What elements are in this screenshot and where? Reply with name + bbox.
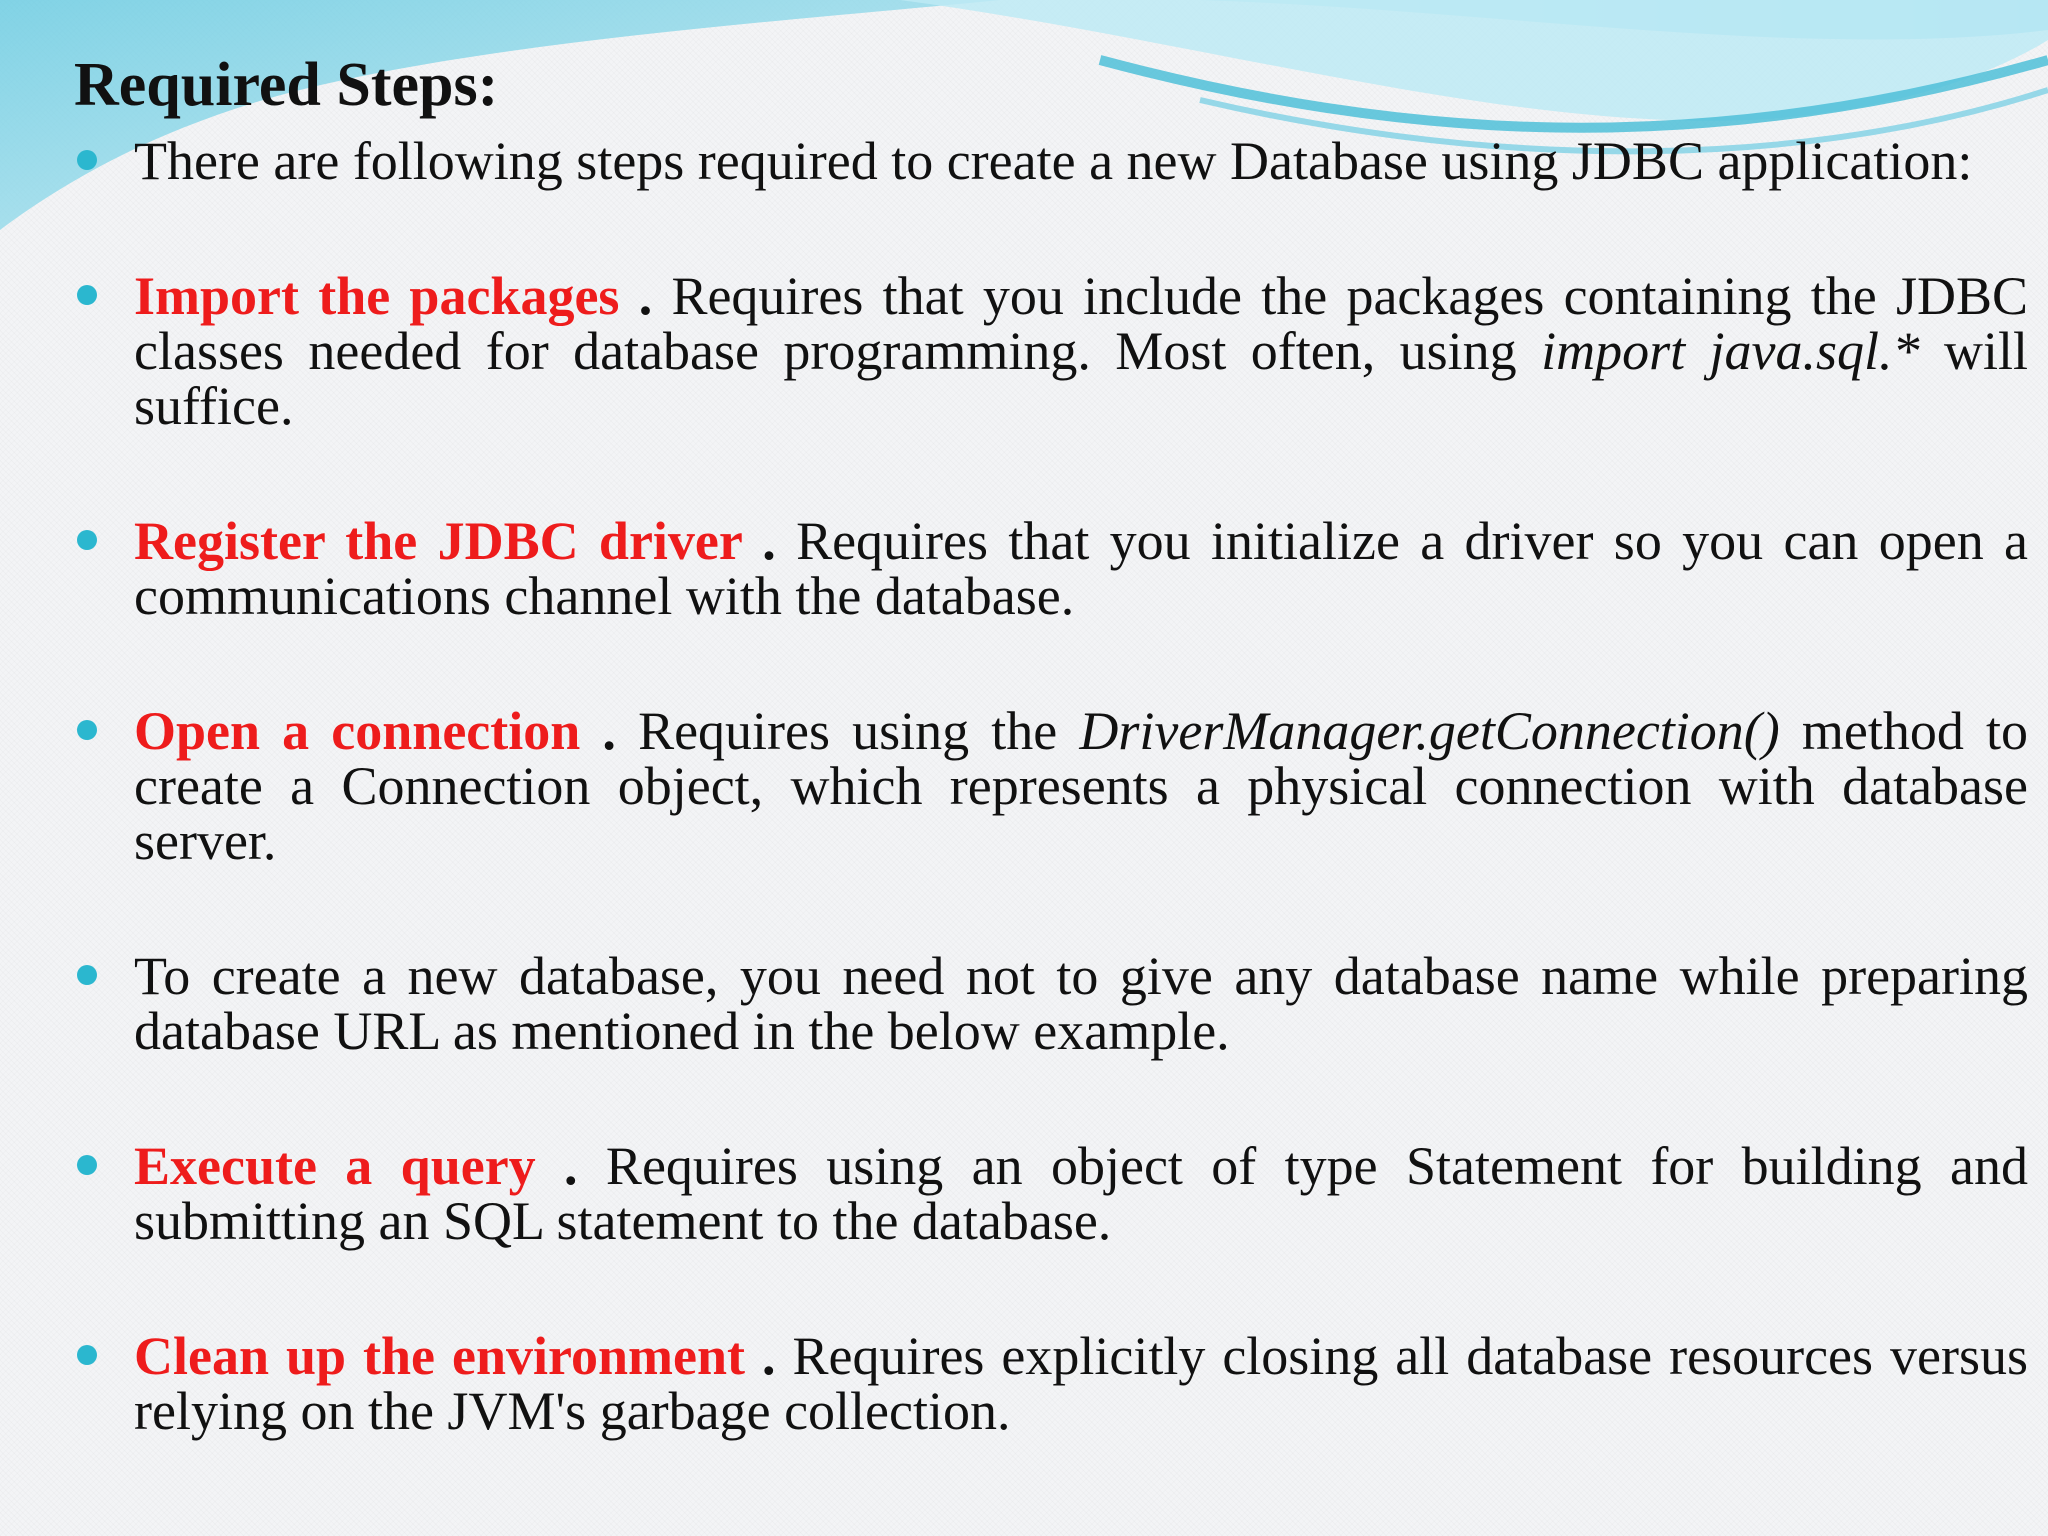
bullet-dot-icon <box>77 150 97 170</box>
bullet-text: There are following steps required to create a new Database using JDBC application: <box>134 131 1973 192</box>
bullet-text: To create a new database, you need not to give any database name while preparing database URL as mentioned in the below example. <box>134 946 2028 1062</box>
bullet-keyword: Open a connection <box>134 701 581 762</box>
bullet-keyword: Register the JDBC driver <box>134 511 742 572</box>
bullet-item-execute-query <box>74 1136 2028 1252</box>
bullet-dot-icon <box>77 1155 97 1175</box>
bullet-text-tail: method to create a Connection object, which represents a physical connection with database server. <box>134 701 2029 872</box>
slide-content <box>74 48 2029 1442</box>
bullet-separator: . <box>535 1136 578 1197</box>
bullet-list <box>74 131 2029 1442</box>
bullet-item-create-database-note <box>74 946 2028 1062</box>
bullet-text: Requires that you initialize a driver so you can open a communications channel with the database. <box>134 511 2029 627</box>
bullet-keyword: Import the packages <box>134 266 620 327</box>
bullet-text: Requires using the <box>615 701 1080 762</box>
bullet-separator: . <box>619 266 653 327</box>
bullet-italic-code: DriverManager.getConnection() <box>1079 701 1780 762</box>
bullet-text-tail: will suffice. <box>134 321 2028 437</box>
bullet-text: Requires using an object of type Statement for building and submitting an SQL statement to the database. <box>134 1136 2028 1252</box>
bullet-separator: . <box>745 1326 776 1387</box>
bullet-separator: . <box>741 511 776 572</box>
bullet-item-clean-up <box>74 1326 2028 1442</box>
bullet-dot-icon <box>77 965 97 985</box>
bullet-keyword: Execute a query <box>134 1136 536 1197</box>
bullet-dot-icon <box>77 1345 97 1365</box>
bullet-keyword: Clean up the environment <box>134 1326 745 1387</box>
bullet-dot-icon <box>77 530 97 550</box>
bullet-item-register-driver <box>74 511 2029 627</box>
bullet-italic-code: import java.sql.* <box>1541 321 1920 382</box>
bullet-separator: . <box>580 701 616 762</box>
bullet-dot-icon <box>77 285 97 305</box>
bullet-item-intro <box>74 131 2028 192</box>
bullet-item-open-connection <box>74 701 2029 872</box>
bullet-item-import-packages <box>74 266 2029 437</box>
bullet-text: Requires that you include the packages containing the JDBC classes needed for database programming. Most often, using <box>134 266 2029 382</box>
slide-title: Required Steps: <box>74 51 499 119</box>
bullet-text: Requires explicitly closing all database resources versus relying on the JVM's garbage collection. <box>134 1326 2028 1442</box>
bullet-dot-icon <box>77 720 97 740</box>
